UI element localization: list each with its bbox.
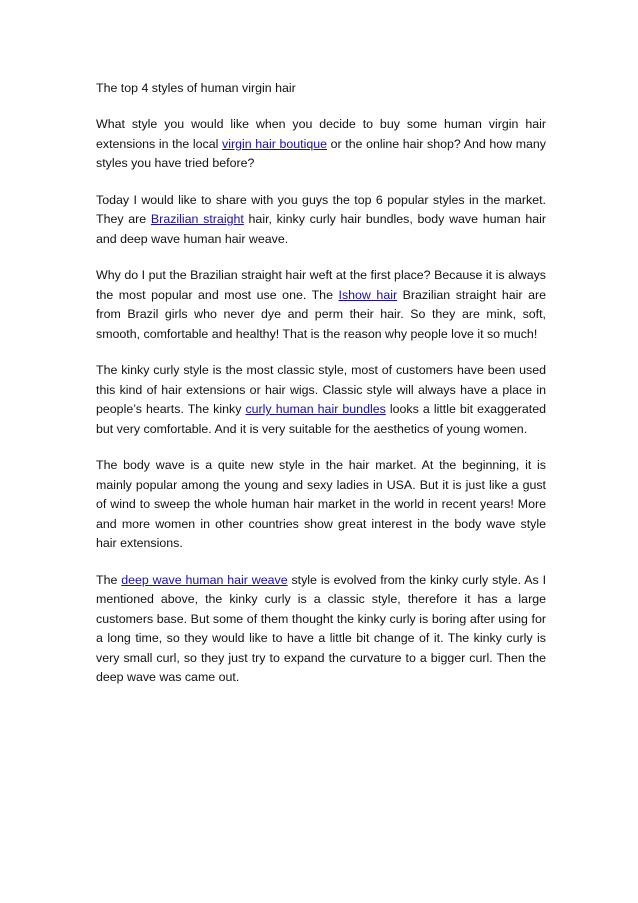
paragraph-brazilian-straight — [96, 266, 546, 344]
paragraph-text: or the online hair shop? And how many styles you have tried before? — [96, 136, 547, 170]
paragraph-text: Brazilian straight hair are from Brazil girls who never dye and perm their hair. So they are mink, soft, smooth, comfortable and healthy! That is the reason why people love it so much! — [96, 287, 546, 341]
paragraph-text: What style you would like when you decide to buy some human virgin hair extensions in the local — [96, 117, 546, 151]
link-ishow-hair[interactable]: Ishow hair — [338, 287, 398, 302]
paragraph-text: Why do I put the Brazilian straight hair weft at the first place? Because it is always the most popular and most use one. The — [96, 268, 546, 302]
paragraph-kinky-curly — [96, 361, 546, 439]
link-virgin-hair-boutique[interactable]: virgin hair boutique — [222, 136, 328, 151]
paragraph-text: looks a little bit exaggerated but very comfortable. And it is very suitable for the aesthetics of young women. — [96, 402, 546, 436]
link-brazilian-straight[interactable]: Brazilian straight — [150, 212, 244, 226]
paragraph-text: style is evolved from the kinky curly style. As I mentioned above, the kinky curly is a classic style, therefore it has a large customers base. But some of them thought the kinky curly is boring after using for a long time, so they would like to have a little bit change of it. The kinky curly is very small curl, so they just try to expand the curvature to a bigger curl. Then the deep wave was came out. — [96, 572, 547, 684]
paragraph-top-styles — [96, 191, 546, 250]
paragraph-text: hair, kinky curly hair bundles, body wave human hair and deep wave human hair weave. — [96, 212, 547, 246]
paragraph-body-wave: The body wave is a quite new style in the hair market. At the beginning, it is mainly popular among the young and sexy ladies in USA. But it is just like a gust of wind to sweep the whole human hair market in the world in recent years! More and more women in other countries show great interest in the body wave style hair extensions. — [96, 458, 546, 550]
document-title: The top 4 styles of human virgin hair — [96, 81, 296, 95]
paragraph-deep-wave — [96, 571, 546, 688]
paragraph-text: Today I would like to share with you guys the top 6 popular styles in the market. They are — [96, 192, 546, 226]
paragraph-text: The — [96, 572, 122, 587]
paragraph-intro — [96, 115, 546, 174]
link-curly-human-hair-bundles[interactable]: curly human hair bundles — [245, 402, 386, 416]
link-deep-wave-human-hair-weave[interactable]: deep wave human hair weave — [121, 572, 288, 587]
paragraph-text: The kinky curly style is the most classic style, most of customers have been used this kind of hair extensions or hair wigs. Classic style will always have a place in people’s hearts. The kinky — [96, 363, 546, 416]
